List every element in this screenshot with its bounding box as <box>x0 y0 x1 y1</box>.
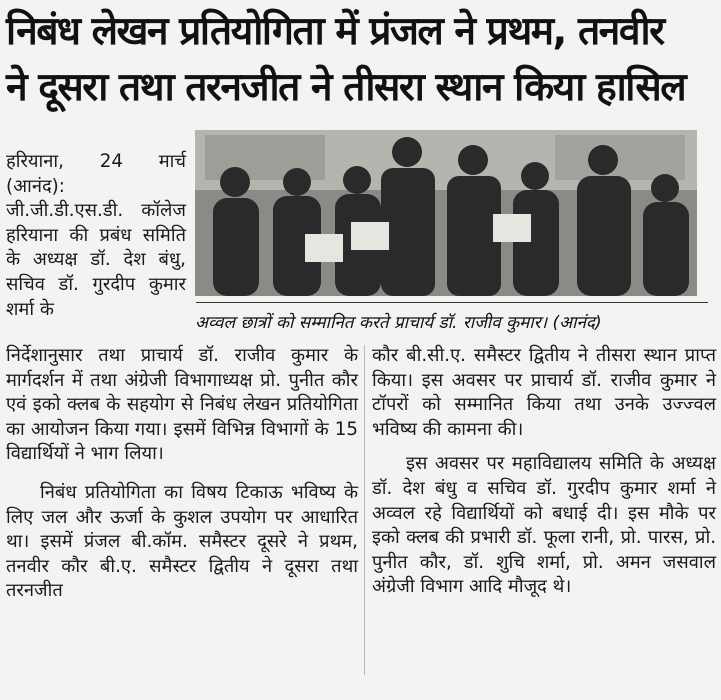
article-right-column <box>372 344 716 600</box>
article-left-column <box>6 344 358 604</box>
article-paragraph-1: निर्देशानुसार तथा प्राचार्य डॉ. राजीव कुमार के मार्गदर्शन में तथा अंग्रेजी विभागाध्यक्ष प्रो. पुनीत कौर एवं इको क्लब के सहयोग से निबंध लेखन प्रतियोगिता का आयोजन किया गया। इसमें विभिन्न विभागों के 15 विद्यार्थियों ने भाग लिया। <box>6 345 358 465</box>
column-divider <box>364 345 365 675</box>
article-paragraph-3: कौर बी.सी.ए. समैस्टर द्वितीय ने तीसरा स्थान प्राप्त किया। इस अवसर पर प्राचार्य डॉ. राजीव कुमार ने टॉपरों को सम्मानित किया तथा उनके उज्ज्वल भविष्य की कामना की। <box>372 345 716 440</box>
article-dateline-paragraph: हरियाना, 24 मार्च (आनंद): जी.जी.डी.एस.डी. कॉलेज हरियाना की प्रबंध समिति के अध्यक्ष डॉ. देश बंधु, सचिव डॉ. गुरदीप कुमार शर्मा के <box>6 151 186 320</box>
headline-line-1: निबंध लेखन प्रतियोगिता में प्रंजल ने प्रथम, तनवीर <box>6 9 664 54</box>
caption-rule <box>196 302 708 303</box>
article-intro-column <box>6 150 186 322</box>
article-paragraph-4: इस अवसर पर महाविद्यालय समिति के अध्यक्ष डॉ. देश बंधु व सचिव डॉ. गुरदीप कुमार शर्मा ने अव्वल रहे विद्यार्थियों को बधाई दी। इस मौके पर इको क्लब की प्रभारी डॉ. फूला रानी, प्रो. पारस, प्रो. पुनीत कौर, डॉ. शुचि शर्मा, प्रो. अमन जसवाल अंग्रेजी विभाग आदि मौजूद थे। <box>372 453 716 598</box>
headline <box>6 6 712 118</box>
news-photo <box>195 130 697 296</box>
article-paragraph-2: निबंध प्रतियोगिता का विषय टिकाऊ भविष्य के लिए जल और ऊर्जा के कुशल उपयोग पर आधारित था। इसमें प्रंजल बी.कॉम. समैस्टर दूसरे ने प्रथम, तनवीर कौर बी.ए. समैस्टर द्वितीय ने दूसरा तथा तरनजीत <box>6 481 358 602</box>
group-photo-image <box>195 130 697 296</box>
photo-caption: अव्वल छात्रों को सम्मानित करते प्राचार्य डॉ. राजीव कुमार। (आनंद) <box>195 313 602 333</box>
headline-line-2: ने दूसरा तथा तरनजीत ने तीसरा स्थान किया हासिल <box>6 65 686 110</box>
